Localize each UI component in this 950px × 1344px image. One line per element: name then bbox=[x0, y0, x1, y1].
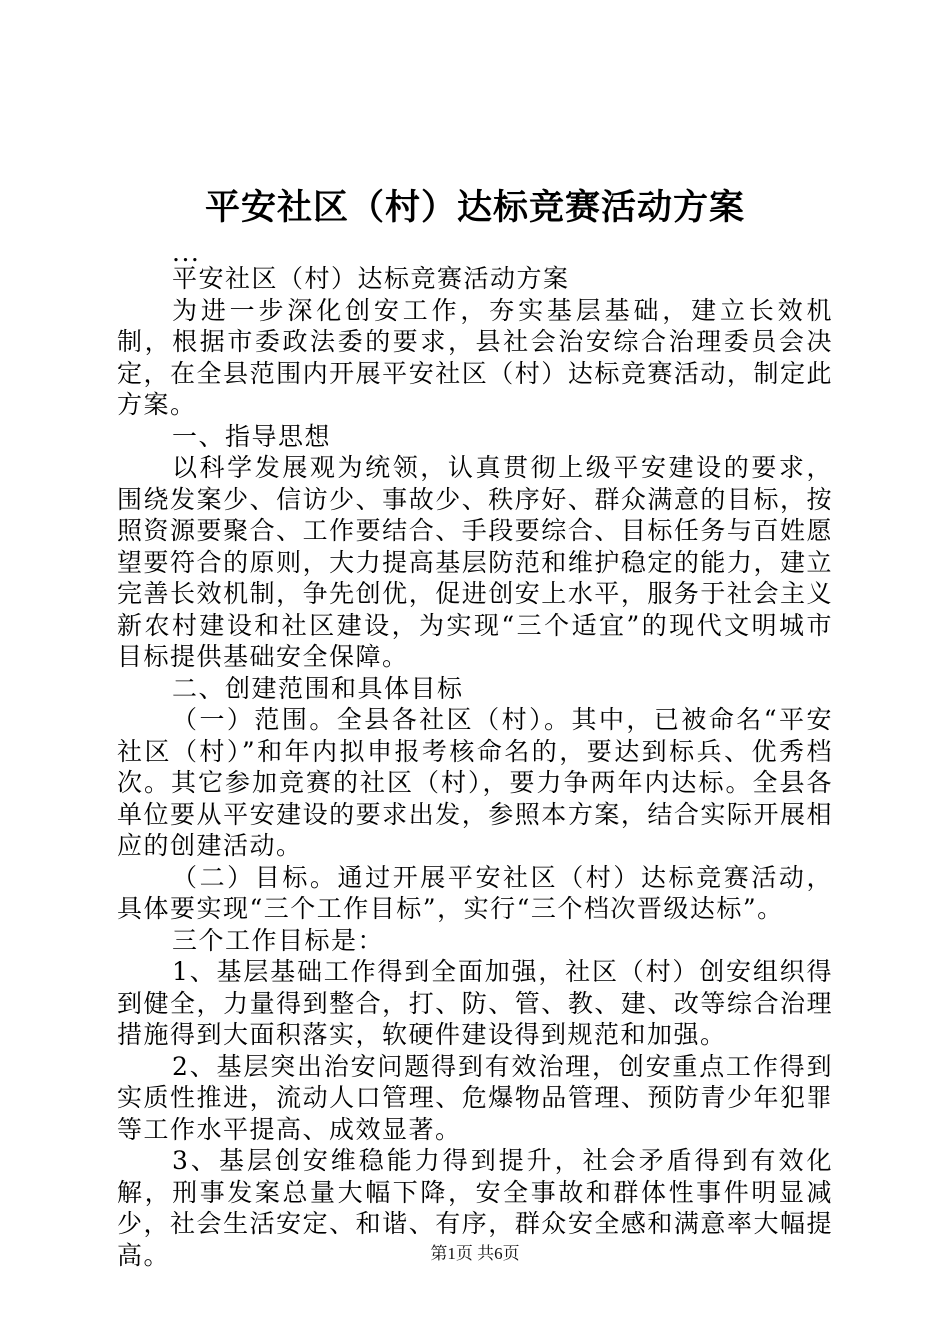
guiding-ideology-paragraph: 以科学发展观为统领，认真贯彻上级平安建设的要求，围绕发案少、信访少、事故少、秩序好、群众满意的目标，按照资源要聚合、工作要结合、手段要综合、目标任务与百姓愿望要符合的原则，大力提高基层防范和维护稳定的能力，建立完善长效机制，争先创优，促进创安上水平，服务于社会主义新农村建设和社区建设，为实现“三个适宜”的现代文明城市目标提供基础安全保障。 bbox=[117, 453, 833, 671]
three-goals-heading: 三个工作目标是： bbox=[172, 925, 385, 955]
ellipsis-marker: ... bbox=[172, 238, 201, 267]
section-heading-scope-and-goals: 二、创建范围和具体目标 bbox=[172, 673, 464, 703]
scope-paragraph: （一）范围。全县各社区（村）。其中，已被命名“平安社区（村）”和年内拟申报考核命名的，要达到标兵、优秀档次。其它参加竞赛的社区（村），要力争两年内达标。全县各单位要从平安建设的要求出发，参照本方案，结合实际开展相应的创建活动。 bbox=[117, 705, 833, 860]
document-title: 平安社区（村）达标竞赛活动方案 bbox=[204, 187, 745, 228]
goal-item-1: 1、基层基础工作得到全面加强，社区（村）创安组织得到健全，力量得到整合，打、防、管、教、建、改等综合治理措施得到大面积落实，软硬件建设得到规范和加强。 bbox=[117, 957, 833, 1049]
subtitle-paragraph: 平安社区（村）达标竞赛活动方案 bbox=[172, 264, 570, 293]
intro-paragraph: 为进一步深化创安工作，夯实基层基础，建立长效机制，根据市委政法委的要求，县社会治安综合治理委员会决定，在全县范围内开展平安社区（村）达标竞赛活动，制定此方案。 bbox=[117, 295, 833, 419]
document-body bbox=[117, 238, 833, 1271]
goal-item-2: 2、基层突出治安问题得到有效治理，创安重点工作得到实质性推进，流动人口管理、危爆物品管理、预防青少年犯罪等工作水平提高、成效显著。 bbox=[117, 1051, 833, 1144]
goal-item-3: 3、基层创安维稳能力得到提升，社会矛盾得到有效化解，刑事发案总量大幅下降，安全事故和群体性事件明显减少，社会生活安定、和谐、有序，群众安全感和满意率大幅提高。 bbox=[117, 1146, 833, 1270]
page-footer: 第1页 共6页 bbox=[430, 1244, 520, 1263]
section-heading-guiding-ideology: 一、指导思想 bbox=[172, 421, 332, 451]
goals-paragraph: （二）目标。通过开展平安社区（村）达标竞赛活动，具体要实现“三个工作目标”，实行“三个档次晋级达标”。 bbox=[117, 862, 833, 923]
